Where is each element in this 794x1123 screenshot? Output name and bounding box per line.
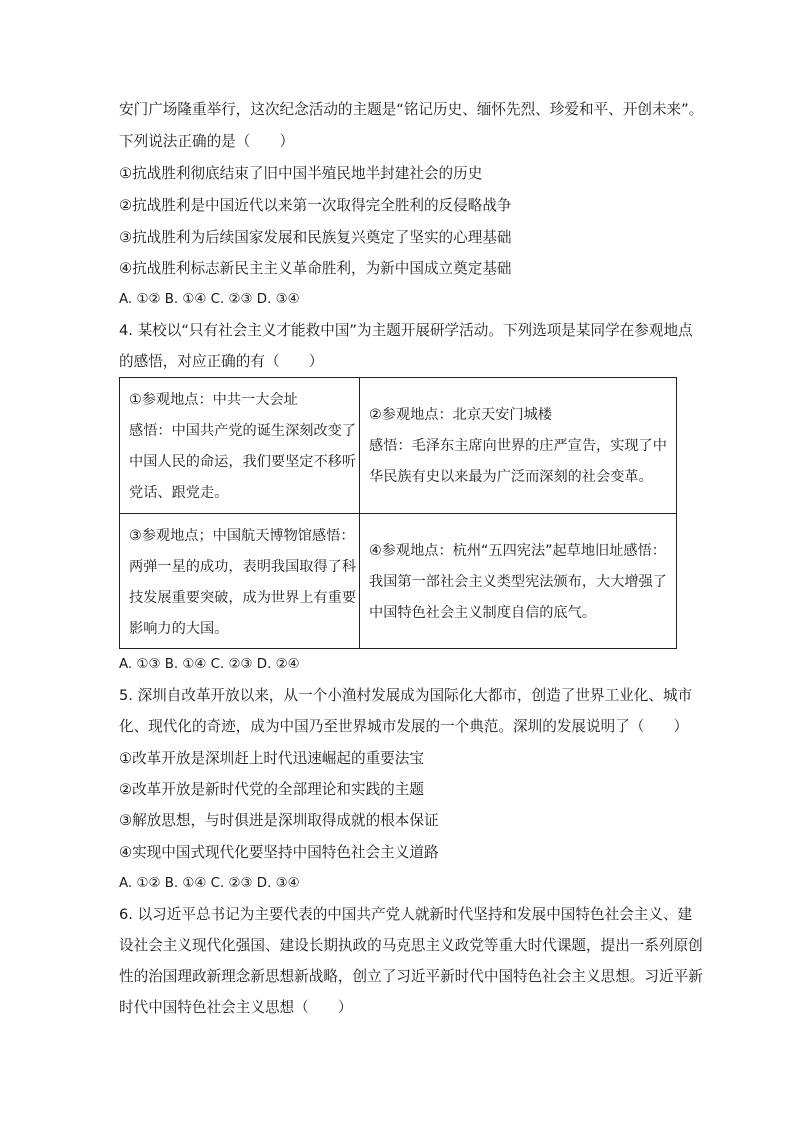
q4-cell-2-line-3: 华民族有史以来最为广泛而深刻的社会变革。 <box>369 469 653 485</box>
q6-stem-line-3: 性的治国理政新理念新思想新战略，创立了习近平新时代中国特色社会主义思想。习近平新 <box>119 968 703 985</box>
q6-stem-line-1: 6. 以习近平总书记为主要代表的中国共产党人就新时代坚持和发展中国特色社会主义、建 <box>119 906 693 923</box>
q4-stem-line-2: 的感悟，对应正确的有（ ） <box>119 353 324 370</box>
q4-cell-3-line-1: ③参观地点；中国航天博物馆感悟： <box>129 528 355 544</box>
q4-cell-1-line-3: 中国人民的命运，我们要坚定不移听 <box>129 454 357 470</box>
q3-item-4: ④抗战胜利标志新民主主义革命胜利，为新中国成立奠定基础 <box>119 260 512 277</box>
q3-stem-line-1: 安门广场隆重举行，这次纪念活动的主题是“铭记历史、缅怀先烈、珍爱和平、开创未来”。 <box>119 101 704 118</box>
q5-options: A. ①② B. ①④ C. ②③ D. ③④ <box>119 876 300 891</box>
q3-item-3: ③抗战胜利为后续国家发展和民族复兴奠定了坚实的心理基础 <box>119 229 512 246</box>
q4-cell-4-line-3: 中国特色社会主义制度自信的底气。 <box>369 605 597 621</box>
q4-cell-4 <box>360 514 677 649</box>
q4-stem-line-1: 4. 某校以“只有社会主义才能救中国”为主题开展研学活动。下列选项是某同学在参观地点 <box>119 322 693 339</box>
q5-stem-line-1: 5. 深圳自改革开放以来，从一个小渔村发展成为国际化大都市，创造了世界工业化、城市 <box>119 687 693 704</box>
q3-options: A. ①② B. ①④ C. ②③ D. ③④ <box>119 292 300 307</box>
q4-cell-3-line-3: 技发展重要突破，成为世界上有重要 <box>129 590 357 606</box>
q5-item-4: ④实现中国式现代化要坚持中国特色社会主义道路 <box>119 844 439 861</box>
q4-cell-4-line-2: 我国第一部社会主义类型宪法颁布，大大增强了 <box>369 574 667 590</box>
q4-cell-2 <box>360 378 677 514</box>
q5-stem-line-2: 化、现代化的奇迹，成为中国乃至世界城市发展的一个典范。深圳的发展说明了（ ） <box>119 718 689 735</box>
q3-item-2: ②抗战胜利是中国近代以来第一次取得完全胜利的反侵略战争 <box>119 197 512 214</box>
q5-item-1: ①改革开放是深圳赶上时代迅速崛起的重要法宝 <box>119 750 424 767</box>
q4-cell-1-line-1: ①参观地点：中共一大会址 <box>129 392 298 408</box>
q5-item-3: ③解放思想，与时俱进是深圳取得成就的根本保证 <box>119 812 439 829</box>
q6-stem-line-4: 时代中国特色社会主义思想（ ） <box>119 999 353 1016</box>
q5-item-2: ②改革开放是新时代党的全部理论和实践的主题 <box>119 781 424 798</box>
q4-cell-3-line-2: 两弹一星的成功，表明我国取得了科 <box>129 559 357 575</box>
q3-item-1: ①抗战胜利彻底结束了旧中国半殖民地半封建社会的历史 <box>119 165 483 182</box>
q6-stem-line-2: 设社会主义现代化强国、建设长期执政的马克思主义政党等重大时代课题，提出一系列原创 <box>119 937 703 954</box>
q4-cell-3-line-4: 影响力的大国。 <box>129 621 229 637</box>
q4-cell-1 <box>120 378 360 514</box>
q4-cell-2-line-1: ②参观地点：北京天安门城楼 <box>369 407 552 423</box>
q4-options: A. ①③ B. ①④ C. ②③ D. ②④ <box>119 657 300 672</box>
q4-cell-4-line-1: ④参观地点：杭州“五四宪法”起草地旧址感悟： <box>369 543 666 559</box>
q4-cell-1-line-4: 党话、跟党走。 <box>129 485 229 501</box>
q3-stem-line-2: 下列说法正确的是（ ） <box>119 133 295 150</box>
q4-cell-1-line-2: 感悟：中国共产党的诞生深刻改变了 <box>129 423 357 439</box>
q4-visit-table <box>119 377 677 649</box>
q4-cell-2-line-2: 感悟：毛泽东主席向世界的庄严宣告，实现了中 <box>369 438 667 454</box>
q4-cell-3 <box>120 514 360 649</box>
